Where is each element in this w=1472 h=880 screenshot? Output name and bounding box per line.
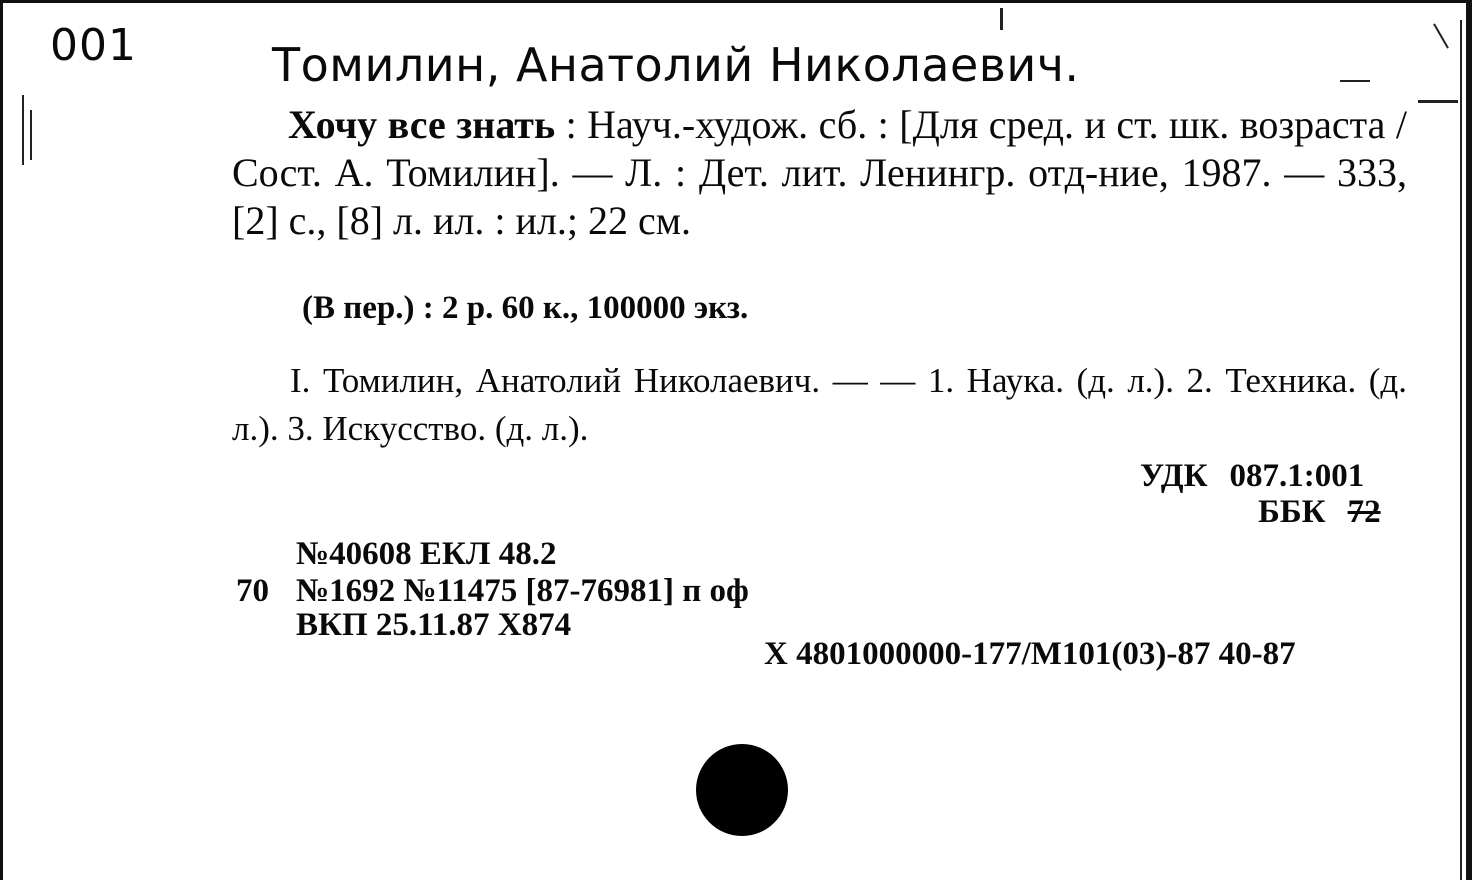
card-number: 001 xyxy=(50,20,137,71)
catalog-line-2: №1692 №11475 [87-76981] п оф xyxy=(296,573,749,609)
bbk-label: ББК xyxy=(1258,494,1326,530)
scan-mark xyxy=(1433,23,1449,48)
scan-mark xyxy=(1000,8,1003,30)
bbk-classification xyxy=(1258,494,1381,531)
scan-mark xyxy=(22,95,24,165)
card-right-edge xyxy=(1466,0,1472,880)
scan-mark xyxy=(30,110,32,160)
price-line: (В пер.) : 2 р. 60 к., 100000 экз. xyxy=(302,290,749,326)
description-text: : Науч.-худож. сб. : [Для сред. и ст. шк. возраста / Сост. А. Томилин]. — Л. : Дет. лит. Ленингр. отд-ние, 1987. — 333,[2] с., [8] л. ил. : ил.; 22 см. xyxy=(232,102,1407,243)
author-heading: Томилин, Анатолий Николаевич. xyxy=(272,38,1080,92)
catalog-line-1: №40608 ЕКЛ 48.2 xyxy=(296,536,557,572)
bibliographic-description xyxy=(232,101,1407,245)
bbk-code: 72 xyxy=(1347,494,1381,530)
isbn-line: Х 4801000000-177/М101(03)-87 40-87 xyxy=(764,636,1296,672)
card-top-edge xyxy=(0,0,1472,3)
udk-code: 087.1:001 xyxy=(1229,458,1365,494)
card-left-edge xyxy=(0,0,3,880)
card-right-edge-line xyxy=(1460,20,1462,880)
punch-hole xyxy=(696,744,788,836)
catalog-line-3: ВКП 25.11.87 Х874 xyxy=(296,607,572,643)
scan-mark xyxy=(1340,80,1370,82)
udk-classification xyxy=(1140,458,1364,495)
tracings: I. Томилин, Анатолий Николаевич. — — 1. Наука. (д. л.). 2. Техника. (д. л.). 3. Искусство. (д. л.). xyxy=(232,361,1407,448)
catalog-line-2-prefix: 70 xyxy=(236,573,269,609)
udk-label: УДК xyxy=(1140,458,1208,494)
scan-mark xyxy=(1418,100,1458,103)
book-title: Хочу все знать xyxy=(288,102,556,147)
